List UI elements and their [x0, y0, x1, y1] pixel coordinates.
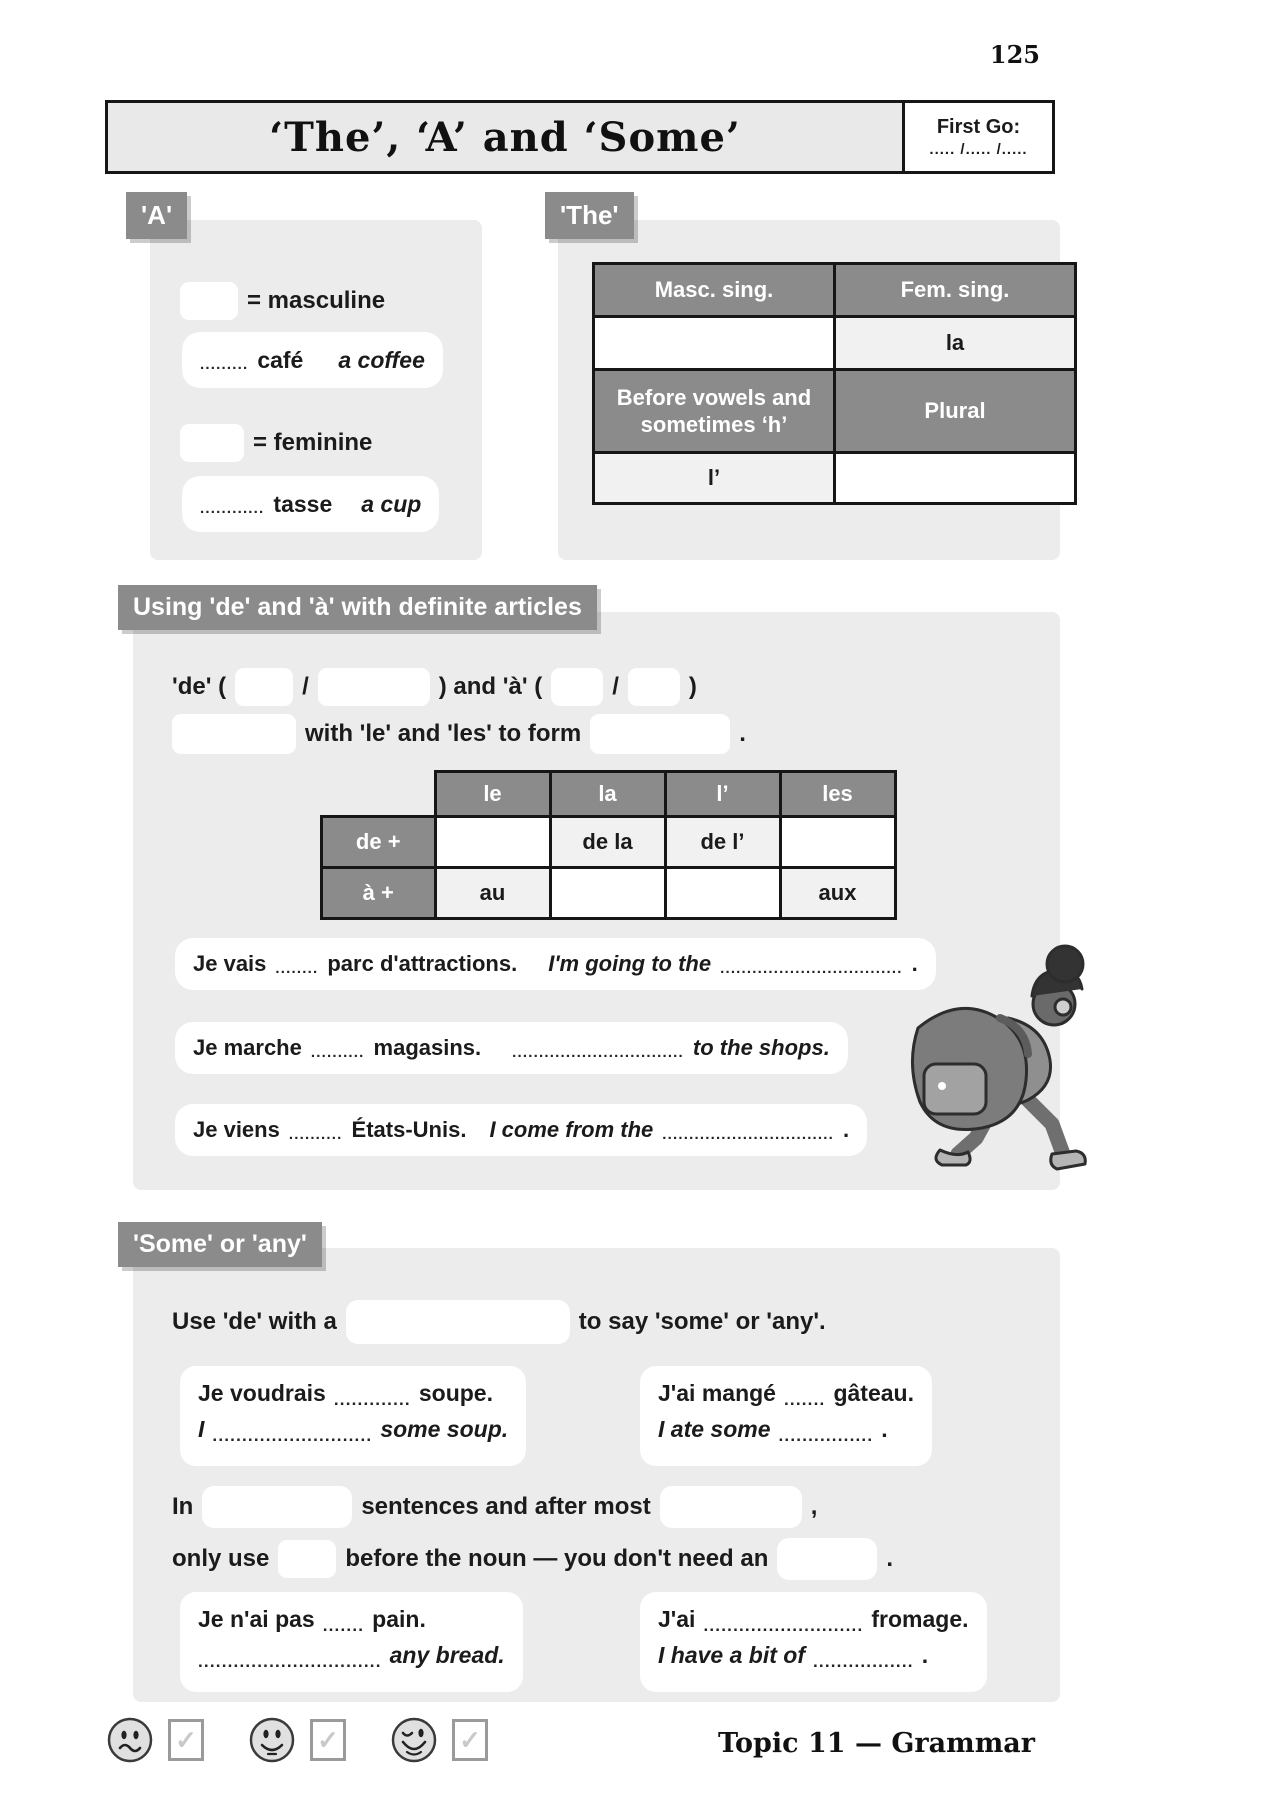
table-header-cell: Fem. sing. [835, 264, 1076, 317]
rule-text: only use [172, 1545, 270, 1572]
hiker-hair-bun [1047, 946, 1083, 982]
hiker-pocket-button [938, 1082, 946, 1090]
english-text: to the shops. [692, 1035, 830, 1060]
feminine-rule-line [180, 424, 372, 462]
table-header-cell: les [780, 772, 895, 817]
rule-text: before the noun — you don't need an [345, 1545, 769, 1572]
example-pill-cup [182, 476, 439, 532]
table-header-cell: l’ [665, 772, 780, 817]
the-articles-table [592, 262, 1077, 505]
assessment-pair [106, 1716, 204, 1764]
table-header-cell: Plural [835, 370, 1076, 453]
answer-dots: .......... [288, 1125, 343, 1143]
punctuation: . [886, 1545, 894, 1572]
rule-text: / [612, 673, 619, 700]
rule-text: ) and 'à' ( [438, 673, 543, 700]
table-cell: au [435, 868, 550, 919]
answer-blank [551, 668, 603, 706]
assessment-pair [248, 1716, 346, 1764]
punctuation: . [911, 951, 918, 976]
progress-checkbox: ✓ [310, 1719, 346, 1761]
french-text: Je viens [193, 1117, 280, 1142]
rule-text: . [739, 720, 746, 747]
hiker-glasses [1055, 999, 1071, 1015]
assessment-pair [390, 1716, 488, 1764]
example-box-cake [640, 1366, 932, 1466]
progress-checkbox: ✓ [168, 1719, 204, 1761]
example-box-soup [180, 1366, 526, 1466]
masculine-rule-line [180, 282, 385, 320]
rule-text: / [302, 673, 309, 700]
page-title: ‘The’, ‘A’ and ‘Some’ [269, 113, 741, 161]
answer-blank [777, 1538, 877, 1580]
punctuation: , [810, 1493, 818, 1520]
de-a-contraction-table [320, 770, 897, 920]
answer-blank [318, 668, 430, 706]
french-text: Je n'ai pas [198, 1606, 315, 1632]
punctuation: . [921, 1642, 929, 1668]
french-text: soupe. [418, 1380, 493, 1406]
answer-blank [235, 668, 293, 706]
answer-dots: ................................ [512, 1043, 684, 1061]
rule-text: ) [688, 673, 697, 700]
rule-text: to say 'some' or 'any'. [578, 1308, 826, 1335]
sentence-pill [175, 1022, 848, 1074]
french-text: Je vais [193, 951, 267, 976]
answer-dots: ....... [322, 1616, 365, 1635]
answer-cell-blank [435, 817, 550, 868]
answer-blank [180, 424, 244, 462]
rule-text: Use 'de' with a [172, 1308, 337, 1335]
english-text: I'm going to the [548, 951, 712, 976]
answer-blank [172, 714, 296, 754]
answer-blank [278, 1540, 336, 1578]
example-box-bread [180, 1592, 523, 1692]
section-the-tab: 'The' [545, 192, 634, 239]
french-text: Je marche [193, 1035, 302, 1060]
french-text: gâteau. [833, 1380, 914, 1406]
some-rule-line-1 [172, 1486, 817, 1528]
answer-blank [590, 714, 730, 754]
rule-text: 'de' ( [172, 673, 227, 700]
table-row-label: à + [322, 868, 436, 919]
answer-dots: ............................... [198, 1652, 382, 1671]
table-cell: l’ [594, 453, 835, 504]
answer-blank [628, 668, 680, 706]
french-text: magasins. [373, 1035, 482, 1060]
answer-dots: ................................ [662, 1125, 835, 1143]
first-go-score-dots: ..... /..... /..... [929, 141, 1028, 158]
english-text: any bread. [389, 1642, 505, 1668]
answer-dots: ............. [333, 1390, 411, 1409]
table-cell: de l’ [665, 817, 780, 868]
progress-checkbox: ✓ [452, 1719, 488, 1761]
table-cell: de la [550, 817, 665, 868]
some-section-header: 'Some' or 'any' [118, 1222, 322, 1267]
english-text: I have a bit of [658, 1642, 805, 1668]
answer-cell-blank [835, 453, 1076, 504]
english-text: I ate some [658, 1416, 771, 1442]
answer-blank [346, 1300, 570, 1344]
page-number: 125 [989, 40, 1040, 69]
punctuation: . [843, 1117, 850, 1142]
english-translation: a cup [361, 490, 422, 517]
first-go-box [902, 103, 1052, 171]
table-header-cell: la [550, 772, 665, 817]
example-box-cheese [640, 1592, 987, 1692]
rule-text: with 'le' and 'les' to form [305, 720, 582, 747]
example-pill-coffee [182, 332, 443, 388]
english-text: some soup. [380, 1416, 509, 1442]
rule-text: sentences and after most [361, 1493, 651, 1520]
answer-blank [660, 1486, 802, 1528]
english-text: I [198, 1416, 205, 1442]
punctuation: . [881, 1416, 888, 1442]
english-text: I come from the [489, 1117, 654, 1142]
answer-cell-blank [665, 868, 780, 919]
hiker-shoe [1051, 1151, 1086, 1169]
french-text: Je voudrais [198, 1380, 326, 1406]
answer-blank [180, 282, 238, 320]
wink-face-icon [390, 1716, 438, 1764]
answer-blank [202, 1486, 352, 1528]
topic-label: Topic 11 — Grammar [718, 1728, 1035, 1759]
answer-dots: ................. [812, 1652, 914, 1671]
dea-rule-line-1 [172, 668, 697, 706]
english-translation: a coffee [338, 346, 425, 373]
answer-cell-blank [594, 317, 835, 370]
title-bar [105, 100, 1055, 174]
answer-dots: ....... [783, 1390, 826, 1409]
french-word: tasse [273, 490, 333, 517]
answer-cell-blank [550, 868, 665, 919]
some-intro-line [172, 1300, 826, 1344]
answer-dots: ................ [778, 1426, 874, 1445]
answer-dots: ............ [200, 499, 265, 517]
hiker-backpack-pocket [924, 1064, 986, 1114]
answer-dots: .................................. [720, 959, 903, 977]
some-rule-line-2 [172, 1538, 893, 1580]
dea-section-header: Using 'de' and 'à' with definite articles [118, 585, 597, 630]
hiker-illustration [882, 926, 1110, 1184]
table-cell: la [835, 317, 1076, 370]
sentence-pill [175, 1104, 867, 1156]
french-text: fromage. [871, 1606, 969, 1632]
table-header-cell: Masc. sing. [594, 264, 835, 317]
masculine-label: = masculine [247, 287, 386, 314]
answer-dots: ........................... [703, 1616, 864, 1635]
first-go-label: First Go: [936, 116, 1021, 138]
table-header-cell: le [435, 772, 550, 817]
section-a-tab: 'A' [126, 192, 187, 239]
feminine-label: = feminine [253, 429, 373, 456]
answer-dots: ......... [200, 355, 249, 373]
sad-face-icon [106, 1716, 154, 1764]
answer-dots: .......... [310, 1043, 365, 1061]
answer-dots: ........................... [212, 1426, 373, 1445]
french-text: parc d'attractions. [327, 951, 518, 976]
table-row-label: de + [322, 817, 436, 868]
table-header-cell: Before vowels and sometimes ‘h’ [594, 370, 835, 453]
french-text: J'ai [658, 1606, 696, 1632]
sentence-pill [175, 938, 936, 990]
self-assessment-row [106, 1716, 514, 1764]
answer-cell-blank [780, 817, 895, 868]
french-word: café [257, 346, 304, 373]
french-text: J'ai mangé [658, 1380, 776, 1406]
french-text: États-Unis. [351, 1117, 467, 1142]
hiker-front-leg [1024, 1096, 1063, 1154]
french-text: pain. [372, 1606, 426, 1632]
table-corner [322, 772, 436, 817]
answer-dots: ........ [275, 959, 319, 977]
dea-rule-line-2 [172, 714, 746, 754]
rule-text: In [172, 1493, 194, 1520]
table-cell: aux [780, 868, 895, 919]
neutral-smile-face-icon [248, 1716, 296, 1764]
